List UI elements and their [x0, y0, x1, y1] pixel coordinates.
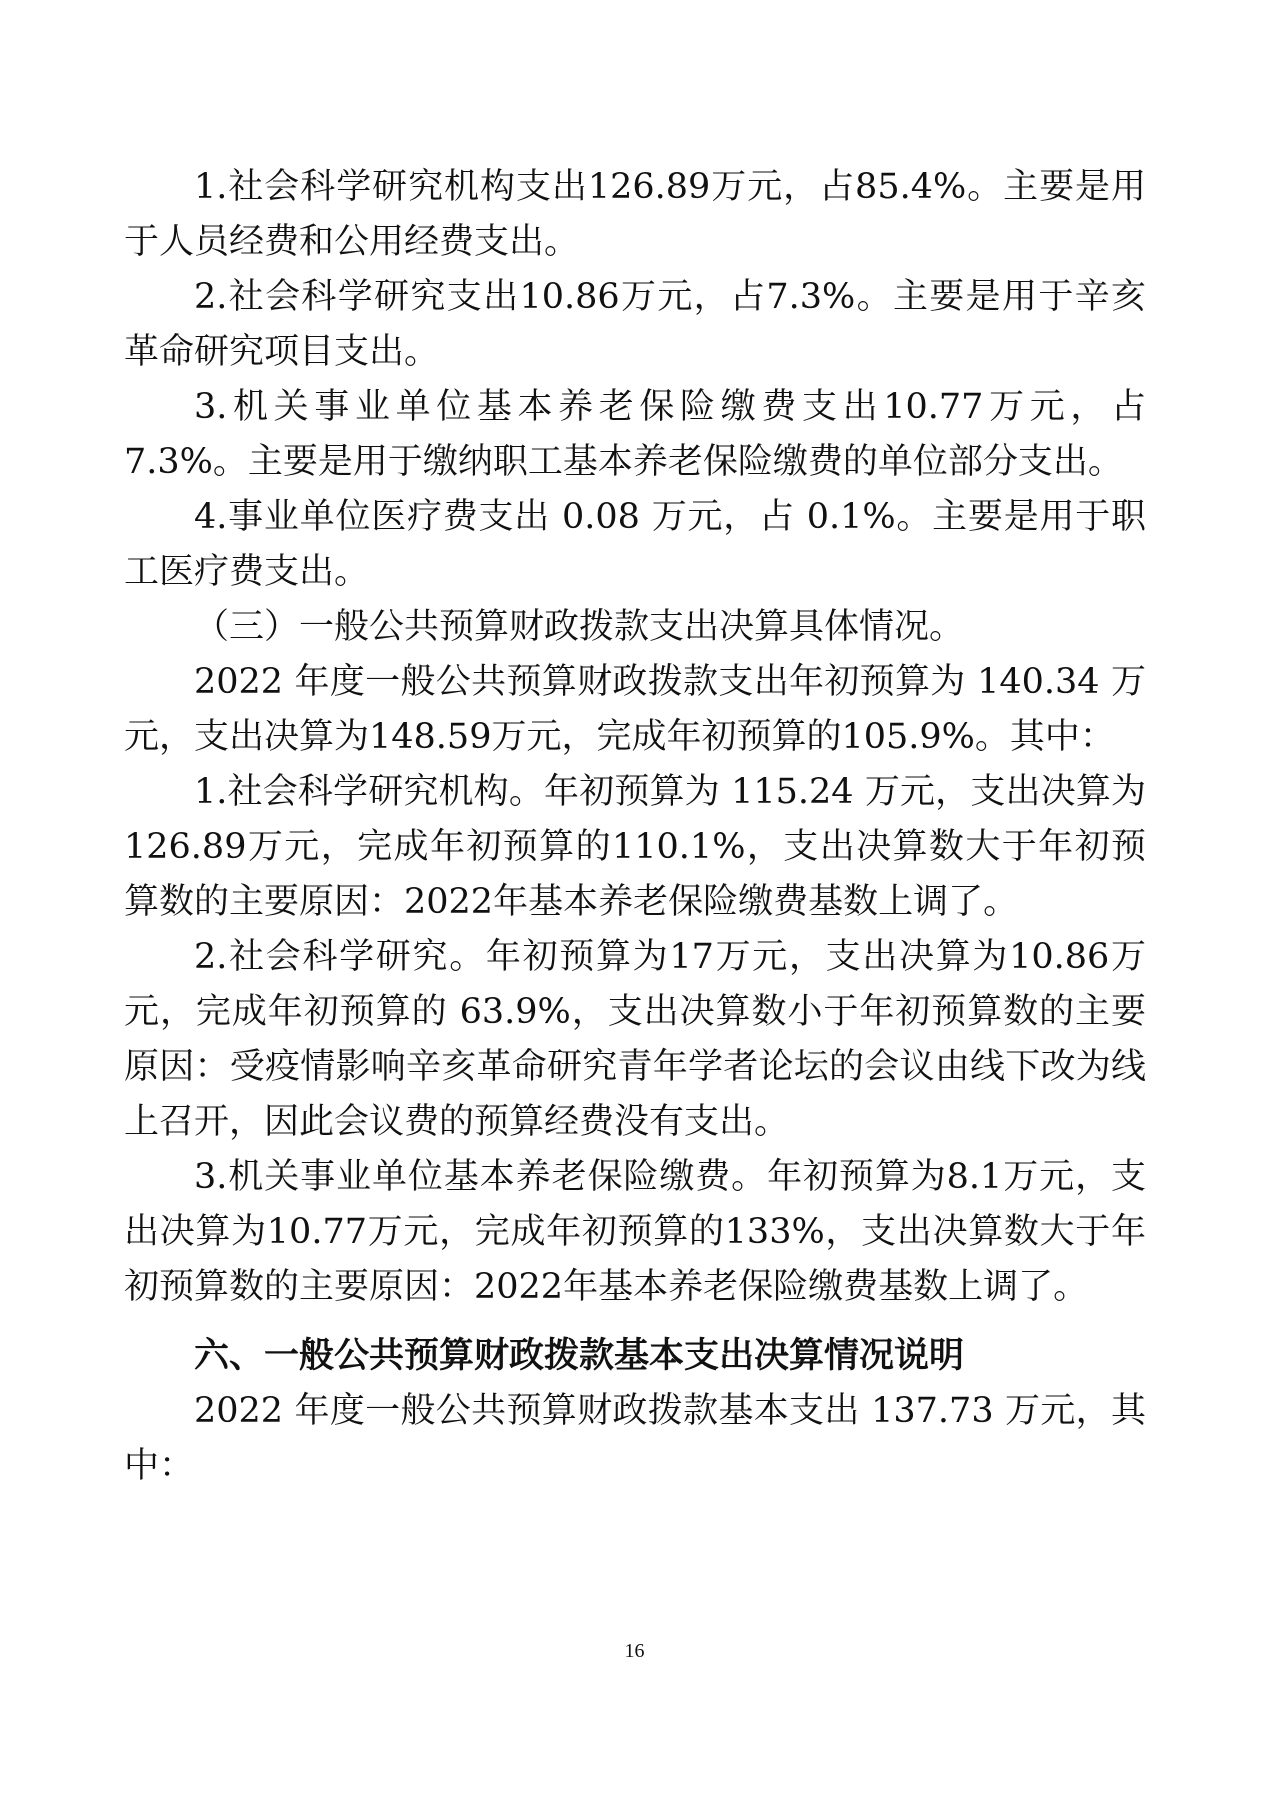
- document-page: [124, 160, 1146, 1494]
- paragraph-7: 2.社会科学研究。年初预算为17万元，支出决算为10.86万元，完成年初预算的 63.9%，支出决算数小于年初预算数的主要原因：受疫情影响辛亥革命研究青年学者论坛的会议由线下改为线上召开，因此会议费的预算经费没有支出。: [124, 937, 1146, 1142]
- paragraph-6: 1.社会科学研究机构。年初预算为 115.24 万元，支出决算为126.89万元，完成年初预算的110.1%，支出决算数大于年初预算数的主要原因：2022年基本养老保险缴费基数上调了。: [124, 772, 1146, 922]
- closing-paragraph: 2022 年度一般公共预算财政拨款基本支出 137.73 万元，其中：: [124, 1391, 1146, 1486]
- section-heading: 六、一般公共预算财政拨款基本支出决算情况说明: [194, 1336, 965, 1376]
- paragraph-4: 4.事业单位医疗费支出 0.08 万元，占 0.1%。主要是用于职工医疗费支出。: [124, 497, 1146, 592]
- subheading: （三）一般公共预算财政拨款支出决算具体情况。: [194, 607, 965, 647]
- paragraph-5: 2022 年度一般公共预算财政拨款支出年初预算为 140.34 万元，支出决算为148.59万元，完成年初预算的105.9%。其中：: [124, 662, 1146, 757]
- page-number: 16: [624, 1640, 645, 1662]
- paragraph-2: 2.社会科学研究支出10.86万元，占7.3%。主要是用于辛亥革命研究项目支出。: [124, 277, 1146, 372]
- paragraph-3: 3.机关事业单位基本养老保险缴费支出10.77万元，占7.3%。主要是用于缴纳职工基本养老保险缴费的单位部分支出。: [124, 387, 1146, 482]
- paragraph-8: 3.机关事业单位基本养老保险缴费。年初预算为8.1万元，支出决算为10.77万元，完成年初预算的133%，支出决算数大于年初预算数的主要原因：2022年基本养老保险缴费基数上调了。: [124, 1157, 1146, 1307]
- paragraph-1: 1.社会科学研究机构支出126.89万元，占85.4%。主要是用于人员经费和公用经费支出。: [124, 167, 1146, 262]
